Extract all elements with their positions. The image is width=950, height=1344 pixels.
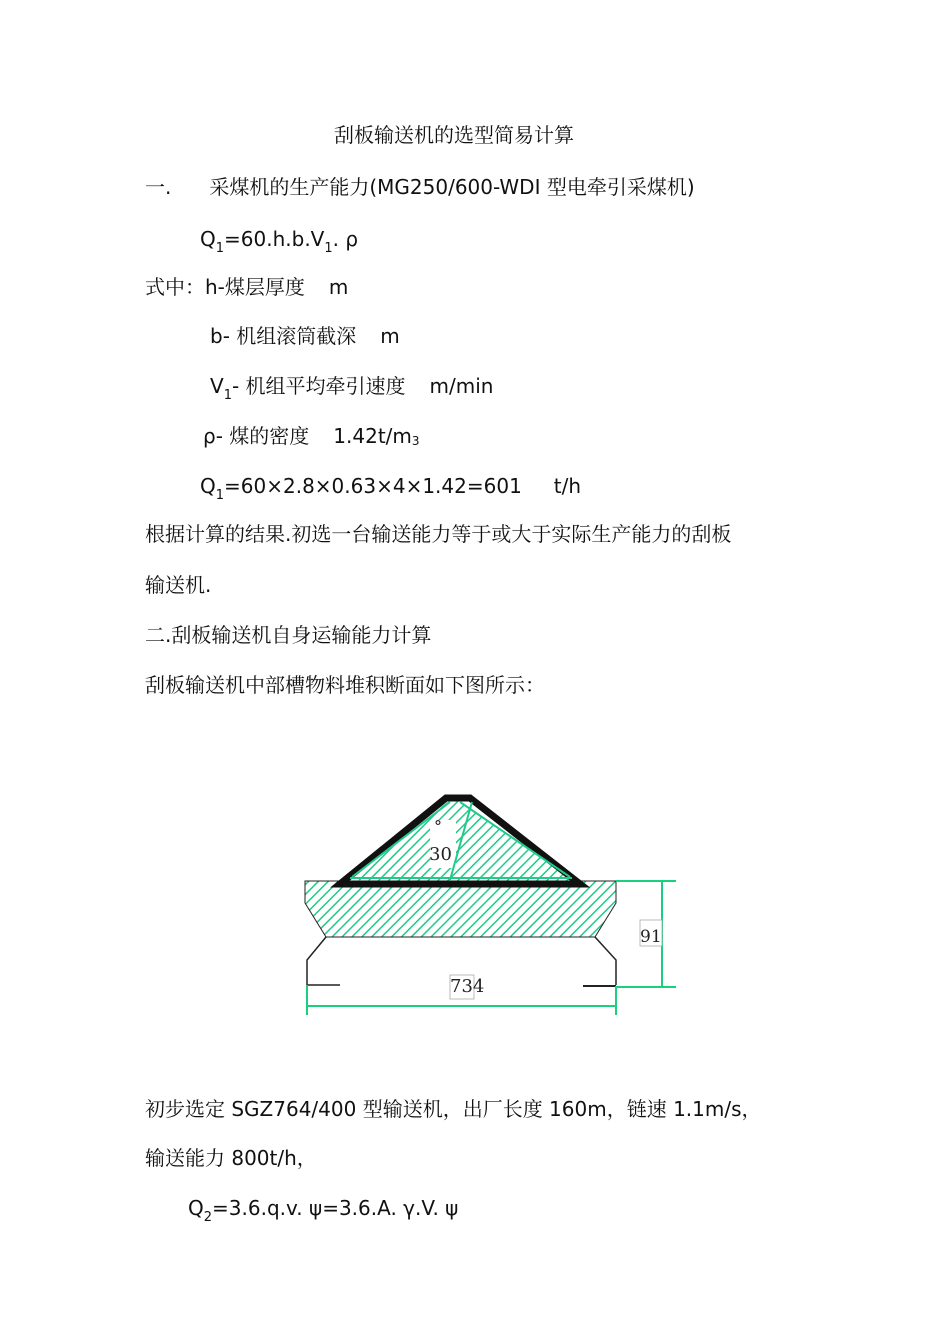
trough-right-wall <box>595 937 616 985</box>
where-v-desc: - 机组平均牵引速度 <box>231 374 406 398</box>
formula-q2 <box>188 1195 458 1225</box>
document-title: 刮板输送机的选型简易计算 <box>334 123 574 147</box>
where-h <box>145 274 348 300</box>
angle-label: 30 <box>429 844 452 865</box>
formula-q2-subscript: 2 <box>203 1210 213 1225</box>
where-rho-unit: 1.42t/m <box>333 424 412 448</box>
where-b <box>210 323 400 349</box>
section-2-heading: 二.刮板输送机自身运输能力计算 <box>145 623 432 647</box>
width-label: 734 <box>450 976 485 997</box>
where-h-unit: m <box>328 275 349 299</box>
calc-q1 <box>200 473 581 503</box>
section-1-heading <box>145 174 695 200</box>
where-b-unit: m <box>380 324 400 348</box>
where-v-unit: m/min <box>429 374 494 398</box>
height-label: 91 <box>640 927 662 947</box>
conveyor-trough-cross-section-diagram <box>290 780 690 1020</box>
where-v-symbol: V <box>210 374 224 398</box>
calc-q1-subscript: 1 <box>215 488 225 503</box>
paragraph-3-line-1: 初步选定 SGZ764/400 型输送机，出厂长度 160m，链速 1.1m/s， <box>145 1097 762 1121</box>
formula-q2-symbol: Q <box>188 1196 204 1220</box>
where-b-desc: b- 机组滚筒截深 <box>210 324 357 348</box>
paragraph-2: 刮板输送机中部槽物料堆积断面如下图所示： <box>145 673 545 697</box>
where-h-desc: h-煤层厚度 <box>205 275 305 299</box>
formula-q1-v-subscript: 1 <box>324 241 333 256</box>
calc-q1-unit: t/h <box>553 474 582 498</box>
trough-material-fill <box>305 881 616 937</box>
formula-q1-body: =60.h.b.V <box>224 227 325 251</box>
section-1-number: 一. <box>145 175 172 199</box>
formula-q1-symbol: Q <box>200 227 216 251</box>
where-v <box>210 373 493 403</box>
where-lead: 式中： <box>145 275 205 299</box>
where-rho <box>203 423 420 452</box>
angle-degree-mark: ° <box>434 817 442 836</box>
formula-q1-subscript: 1 <box>215 241 225 256</box>
formula-q2-expression: =3.6.q.v. ψ=3.6.A. γ.V. ψ <box>212 1196 459 1220</box>
where-rho-desc: ρ- 煤的密度 <box>203 424 310 448</box>
paragraph-1-line-1: 根据计算的结果.初选一台输送能力等于或大于实际生产能力的刮板 <box>145 522 732 546</box>
paragraph-3-line-2: 输送能力 800t/h， <box>145 1146 317 1170</box>
where-rho-exponent: 3 <box>411 434 420 448</box>
trough-left-wall <box>307 937 340 985</box>
formula-q1-tail: . ρ <box>332 227 359 251</box>
calc-q1-symbol: Q <box>200 474 216 498</box>
where-v-subscript: 1 <box>223 388 232 403</box>
formula-q1 <box>200 226 358 256</box>
section-1-text: 采煤机的生产能力(MG250/600-WDI 型电牵引采煤机) <box>209 175 695 199</box>
paragraph-1-line-2: 输送机. <box>145 573 212 597</box>
calc-q1-expression: =60×2.8×0.63×4×1.42=601 <box>224 474 522 498</box>
